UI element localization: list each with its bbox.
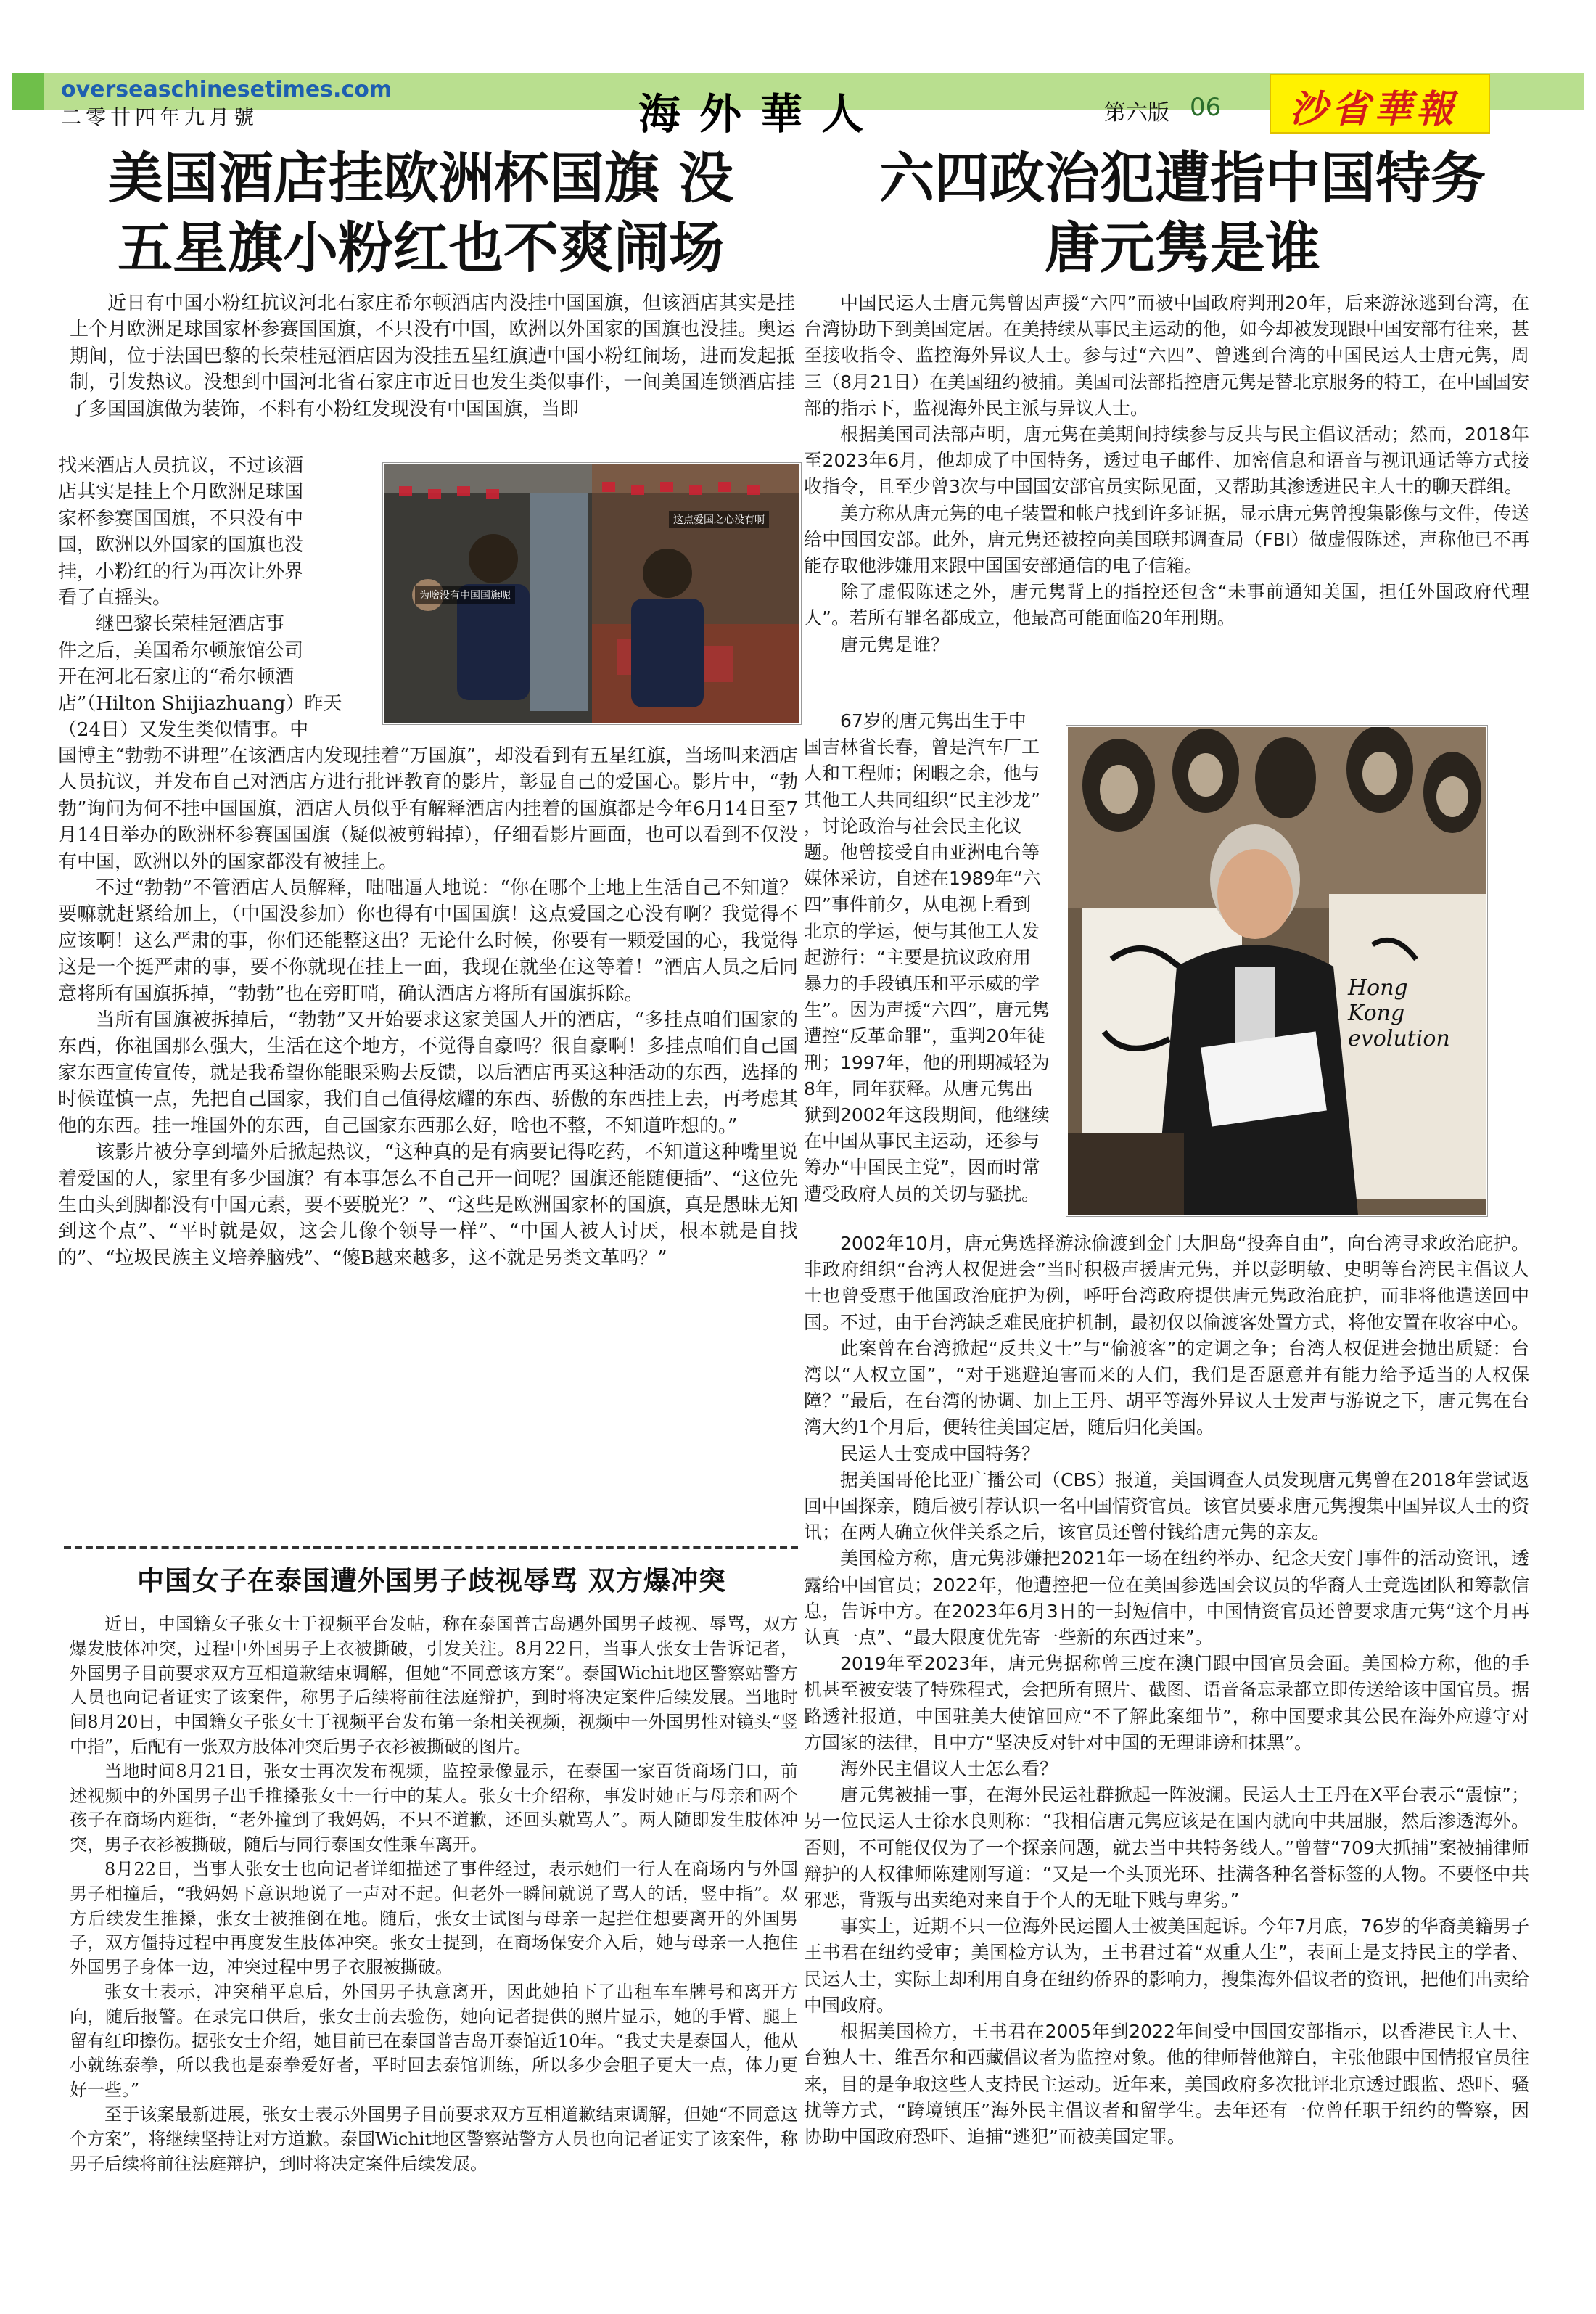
wrap-line: 件之后，美国希尔顿旅馆公司	[58, 639, 304, 662]
right-body-paragraph: 据美国哥伦比亚广播公司（CBS）报道，美国调查人员发现唐元隽曾在2018年尝试返回中国探亲，随后被引荐认识一名中国情资官员。该官员要求唐元隽搜集中国异议人士的资讯；在两人确立伙伴关系之后，该官员还曾付钱给唐元隽的亲友。	[804, 1469, 1530, 1543]
sub-article-paragraph: 当地时间8月21日，张女士再次发布视频，监控录像显示，在泰国一家百货商场门口，前述视频中的外国男子出手推搡张女士一行中的某人。张女士介绍称，事发时她正与母亲和两个孩子在商场内逛街，“老外撞到了我妈妈，不只不道歉，还回头就骂人”。两人随即发生肢体冲突，男子衣衫被撕破，随后与同行泰国女性乘车离开。	[70, 1760, 798, 1855]
sub-article-paragraph: 至于该案最新进展，张女士表示外国男子目前要求双方互相道歉结束调解，但她“不同意这个方案”，将继续坚持让对方道歉。泰国Wichit地区警察站警方人员也向记者证实了该案件，称男子后续将前往法庭辩护，到时将决定案件后续发展。	[70, 2104, 798, 2174]
photo-caption-left: 为啥没有中国国旗呢	[415, 586, 515, 604]
right-intro-paragraph: 除了虚假陈述之外，唐元隽背上的指控还包含“未事前通知美国，担任外国政府代理人”。若所有罪名都成立，他最高可能面临20年刑期。	[804, 581, 1529, 629]
right-body-paragraph: 唐元隽被捕一事，在海外民运社群掀起一阵波澜。民运人士王丹在X平台表示“震惊”；另一位民运人士徐水良则称：“我相信唐元隽应该是在国内就向中共屈服，然后渗透海外。否则，不可能仅仅为了一个探亲问题，就去当中共特务线人。”曾替“709大抓捕”案被捕律师辩护的人权律师陈建刚写道：“又是一个头顶光环、挂满各种名誉标签的人物。不要怪中共邪恶，背叛与出卖绝对来自于个人的无耻下贱与卑劣。”	[804, 1784, 1529, 1911]
right-body-paragraph: 2002年10月，唐元隽选择游泳偷渡到金门大胆岛“投奔自由”，向台湾寻求政治庇护。非政府组织“台湾人权促进会”当时积极声援唐元隽，并以彭明敏、史明等台湾民主倡议人士也曾受惠于他国政治庇护为例，呼吁台湾政府提供唐元隽政治庇护，而非将他遣送回中国。不过，由于台湾缺乏难民庇护机制，最初仅以偷渡客处置方式，将他安置在收容中心。	[804, 1233, 1530, 1333]
wrap-line: 开在河北石家庄的“希尔顿酒	[58, 666, 295, 689]
wrap-line: 在中国从事民主运动，还参与	[804, 1131, 1040, 1152]
wrap-line: 四”事件前夕，从电视上看到	[804, 894, 1031, 916]
left-headline-line1: 美国酒店挂欧洲杯国旗 没	[107, 146, 734, 210]
wrap-line: 狱到2002年这段期间，他继续	[804, 1104, 1050, 1126]
wrap-line: 国吉林省长春，曾是汽车厂工	[804, 737, 1040, 758]
paper-name: 海外華人	[638, 89, 883, 139]
page-number: 06	[1190, 93, 1222, 122]
masthead	[0, 0, 1596, 138]
right-headline	[805, 144, 1560, 283]
left-intro	[70, 290, 795, 422]
section-divider	[64, 1546, 798, 1549]
sub-headline: 中国女子在泰国遭外国男子歧视辱骂 双方爆冲突	[137, 1564, 726, 1596]
speaker-photo-illustration	[1068, 727, 1486, 1215]
photo-caption-right: 这点爱国之心没有啊	[669, 511, 769, 528]
masthead-accent	[12, 73, 44, 110]
wrap-line: 看了直摇头。	[58, 587, 172, 610]
wrap-line: 北京的学运，便与其他工人发	[804, 920, 1040, 942]
wrap-line: 店其实是挂上个月欧洲足球国	[58, 481, 304, 504]
speaker-photo	[1066, 726, 1487, 1216]
right-body-paragraph: 根据美国检方，王书君在2005年到2022年间受中国国安部指示，以香港民主人士、台独人士、维吾尔和西藏倡议者为监控对象。他的律师替他辩白，主张他跟中国情报官员往来，目的是争取这些人支持民主运动。近年来，美国政府多次批评北京透过跟监、恐吓、骚扰等方式，“跨境镇压”海外民主倡议者和留学生。去年还有一位曾任职于纽约的警察，因协助中国政府恐吓、追捕“逃犯”而被美国定罪。	[804, 2021, 1530, 2147]
wrap-line: 题。他曾接受自由亚洲电台等	[804, 842, 1040, 863]
brand-logo: 沙省華報	[1290, 87, 1459, 131]
wrap-line: 店”（Hilton Shijiazhuang）昨天	[58, 692, 342, 715]
wrap-line: ，讨论政治与社会民主化议	[804, 815, 1022, 837]
right-body-paragraph: 美国检方称，唐元隽涉嫌把2021年一场在纽约举办、纪念天安门事件的活动资讯，透露给中国官员；2022年，他遭控把一位在美国参选国会议员的华裔人士竞选团队和筹款信息，告诉中方。在2023年6月3日的一封短信中，中国情资官员还曾要求唐元隽“这个月再认真一点”、“最大限度优先寄一些新的东西过来”。	[804, 1548, 1529, 1649]
right-intro-paragraph: 根据美国司法部声明，唐元隽在美期间持续参与反共与民主倡议活动；然而，2018年至2023年6月，他却成了中国特务，透过电子邮件、加密信息和语音与视讯通话等方式接收指令，且至少曾3次与中国国安部官员实际见面，又帮助其渗透进民主人士的聊天群组。	[804, 424, 1529, 498]
left-body	[58, 743, 798, 1271]
wrap-line: 遭受政府人员的关切与骚扰。	[804, 1183, 1040, 1205]
views-heading: 海外民主倡议人士怎么看？	[840, 1758, 1058, 1780]
sub-article-paragraph: 8月22日，当事人张女士也向记者详细描述了事件经过，表示她们一行人在商场内与外国男子相撞后，“我妈妈下意识地说了一声对不起。但老外一瞬间就说了骂人的话，竖中指”。双方后续发生推搡，张女士被推倒在地。随后，张女士试图与母亲一起拦住想要离开的外国男子，双方僵持过程中再度发生肢体冲突。张女士提到，在商场保安介入后，她与母亲一人抱住外国男子身体一边，冲突过程中男子衣服被撕破。	[70, 1858, 798, 1978]
left-body-paragraph: 当所有国旗被拆掉后，“勃勃”又开始要求这家美国人开的酒店，“多挂点咱们国家的东西，你祖国那么强大，生活在这个地方，不觉得自豪吗？很自豪啊！多挂点咱们自己国家东西宣传宣传，就是我希望你能眼采购去反馈，以后酒店再买这种活动的东西，选择的时候谨慎一点，先把自己国家，我们自己值得炫耀的东西、骄傲的东西挂上去，再考虑其他的东西。挂一堆国外的东西，自己国家东西那么好，啥也不整，不知道咋想的。”	[58, 1009, 798, 1137]
wrap-line: 刑；1997年，他的刑期减轻为	[804, 1051, 1050, 1073]
left-body-paragraph: 该影片被分享到墙外后掀起热议，“这种真的是有病要记得吃药，不知道这种嘴里说着爱国的人，家里有多少国旗？有本事怎么不自己开一间呢？国旗还能随便插”、“这位先生由头到脚都没有中国元素，要不要脱光？”、“这些是欧洲国家杯的国旗，真是愚昧无知到这个点”、“平时就是奴，这会儿像个领导一样”、“中国人被人讨厌，根本就是自找的”、“垃圾民族主义培养脑残”、“傻B越来越多，这不就是另类文革吗？”	[58, 1141, 798, 1269]
left-intro-paragraph: 近日有中国小粉红抗议河北石家庄希尔顿酒店内没挂中国国旗，但该酒店其实是挂上个月欧洲足球国家杯参赛国国旗，不只没有中国，欧洲以外国家的国旗也没挂。奥运期间，位于法国巴黎的长荣桂冠酒店因为没挂五星红旗遭中国小粉红闹场，进而发起抵制，引发热议。没想到中国河北省石家庄市近日也发生类似事件，一间美国连锁酒店挂了多国国旗做为装饰，不料有小粉红发现没有中国国旗，当即	[70, 292, 795, 420]
right-headline-line2: 唐元隽是谁	[1045, 216, 1320, 280]
wrap-line: 其他工人共同组织“民主沙龙”	[804, 789, 1040, 811]
right-body-paragraph: 2019年至2023年，唐元隽据称曾三度在澳门跟中国官员会面。美国检方称，他的手机甚至被安装了特殊程式，会把所有照片、截图、语音备忘录都立即传送给该中国官员。据路透社报道，中国驻美大使馆回应“不了解此案细节”，称中国要求其公民在海外应遵守对方国家的法律，且中方“坚决反对针对中国的无理诽谤和抹黑”。	[804, 1653, 1530, 1753]
right-intro	[804, 290, 1529, 658]
wrap-line: 起游行：“主要是抗议政府用	[804, 946, 1031, 968]
wrap-line: 家杯参赛国国旗，不只没有中	[58, 507, 304, 530]
wrap-line: 国，欧洲以外国家的国旗也没	[58, 534, 304, 557]
left-body-paragraph: 国博主“勃勃不讲理”在该酒店内发现挂着“万国旗”，却没看到有五星红旗，当场叫来酒店人员抗议，并发布自己对酒店方进行批评教育的影片，彰显自己的爱国心。影片中，“勃勃”询问为何不挂中国国旗，酒店人员似乎有解释酒店内挂着的国旗都是今年6月14日至7月14日举办的欧洲杯参赛国国旗（疑似被剪辑掉），仔细看影片画面，也可以看到不仅没有中国，欧洲以外的国家都没有被挂上。	[58, 745, 798, 873]
wrap-line: 暴力的手段镇压和平示威的学	[804, 973, 1040, 995]
photo-sign-text: Hong Kong evolution	[1348, 975, 1450, 1051]
wrap-line: 67岁的唐元隽出生于中	[840, 710, 1027, 731]
right-intro-paragraph: 美方称从唐元隽的电子装置和帐户找到许多证据，显示唐元隽曾搜集影像与文件，传送给中国国安部。此外，唐元隽还被控向美国联邦调查局（FBI）做虚假陈述，声称他已不再能存取他涉嫌用来跟中国国安部通信的电子信箱。	[804, 502, 1530, 577]
wrap-line: 媒体采访，自述在1989年“六	[804, 868, 1041, 890]
right-body-paragraph: 此案曾在台湾掀起“反共义士”与“偷渡客”的定调之争；台湾人权促进会抛出质疑：台湾以“人权立国”，“对于逃避迫害而来的人们，我们是否愿意并有能力给予适当的人权保障？”最后，在台湾的协调、加上王丹、胡平等海外异议人士发声与游说之下，唐元隽在台湾大约1个月后，便转往美国定居，随后归化美国。	[804, 1337, 1529, 1438]
site-url[interactable]: overseaschinesetimes.com	[61, 77, 392, 102]
left-headline-line2: 五星旗小粉红也不爽闹场	[118, 216, 724, 280]
wrap-line: （24日）又发生类似情事。中	[58, 719, 309, 742]
wrap-line: 生”。因为声援“六四”，唐元隽	[804, 999, 1050, 1021]
sub-article-body	[70, 1612, 798, 2176]
wrap-line: 8年，同年获释。从唐元隽出	[804, 1078, 1033, 1099]
agent-heading: 民运人士变成中国特务？	[840, 1443, 1040, 1464]
hotel-photo	[383, 463, 801, 724]
right-body	[804, 1231, 1529, 2150]
left-wrap-column	[58, 453, 377, 743]
right-intro-paragraph: 中国民运人士唐元隽曾因声援“六四”而被中国政府判刑20年，后来游泳逃到台湾，在台湾协助下到美国定居。在美持续从事民主运动的他，如今却被发现跟中国安部有往来，甚至接收指令、监控海外异议人士。参与过“六四”、曾逃到台湾的中国民运人士唐元隽，周三（8月21日）在美国纽约被捕。美国司法部指控唐元隽是替北京服务的特工，在中国国安部的指示下，监视海外民主派与异议人士。	[804, 292, 1530, 419]
wrap-line: 挂，小粉红的行为再次让外界	[58, 560, 304, 583]
left-body-paragraph: 不过“勃勃”不管酒店人员解释，咄咄逼人地说：“你在哪个土地上生活自己不知道？要嘛就赶紧给加上，（中国没参加）你也得有中国国旗！这点爱国之心没有啊？我觉得不应该啊！这么严肃的事，你们还能整这出？无论什么时候，你要有一颗爱国的心，我觉得这是一个挺严肃的事，要不你就现在挂上一面，我现在就坐在这等着！”酒店人员之后同意将所有国旗拆掉，“勃勃”也在旁盯哨，确认酒店方将所有国旗拆除。	[58, 877, 798, 1005]
right-wrap-column	[804, 708, 1062, 1207]
left-headline	[44, 144, 798, 283]
issue-date: 二零廿四年九月號	[61, 105, 259, 129]
who-heading: 唐元隽是谁？	[840, 633, 950, 655]
wrap-line: 人和工程师；闲暇之余，他与	[804, 763, 1040, 784]
wrap-line: 继巴黎长荣桂冠酒店事	[96, 613, 285, 636]
right-headline-line1: 六四政治犯遭指中国特务	[879, 146, 1486, 210]
wrap-line: 找来酒店人员抗议，不过该酒	[58, 455, 304, 477]
sub-article-paragraph: 张女士表示，冲突稍平息后，外国男子执意离开，因此她拍下了出租车车牌号和离开方向，随后报警。在录完口供后，张女士前去验伤，她向记者提供的照片显示，她的手臂、腿上留有红印擦伤。据张女士介绍，她目前已在泰国普吉岛开泰馆近10年。“我丈夫是泰国人，他从小就练泰拳，所以我也是泰拳爱好者，平时回去泰馆训练，所以多少会胆子更大一点，体力更好一些。”	[70, 1981, 798, 2101]
wrap-line: 筹办“中国民主党”，因而时常	[804, 1157, 1040, 1178]
page-label: 第六版	[1104, 100, 1169, 126]
wrap-line: 遭控“反革命罪”，重判20年徒	[804, 1025, 1045, 1047]
right-body-paragraph: 事实上，近期不只一位海外民运圈人士被美国起诉。今年7月底，76岁的华裔美籍男子王书君在纽约受审；美国检方认为，王书君过着“双重人生”，表面上是支持民主的学者、民运人士，实际上却利用自身在纽约侨界的影响力，搜集海外倡议者的资讯，把他们出卖给中国政府。	[804, 1916, 1530, 2016]
sub-article-paragraph: 近日，中国籍女子张女士于视频平台发帖，称在泰国普吉岛遇外国男子歧视、辱骂，双方爆发肢体冲突，过程中外国男子上衣被撕破，引发关注。8月22日，当事人张女士告诉记者，外国男子目前要求双方互相道歉结束调解，但她“不同意该方案”。泰国Wichit地区警察站警方人员也向记者证实了该案件，称男子后续将前往法庭辩护，到时将决定案件后续发展。当地时间8月20日，中国籍女子张女士于视频平台发布第一条相关视频，视频中一外国男性对镜头“竖中指”，后配有一张双方肢体冲突后男子衣衫被撕破的图片。	[70, 1614, 798, 1757]
